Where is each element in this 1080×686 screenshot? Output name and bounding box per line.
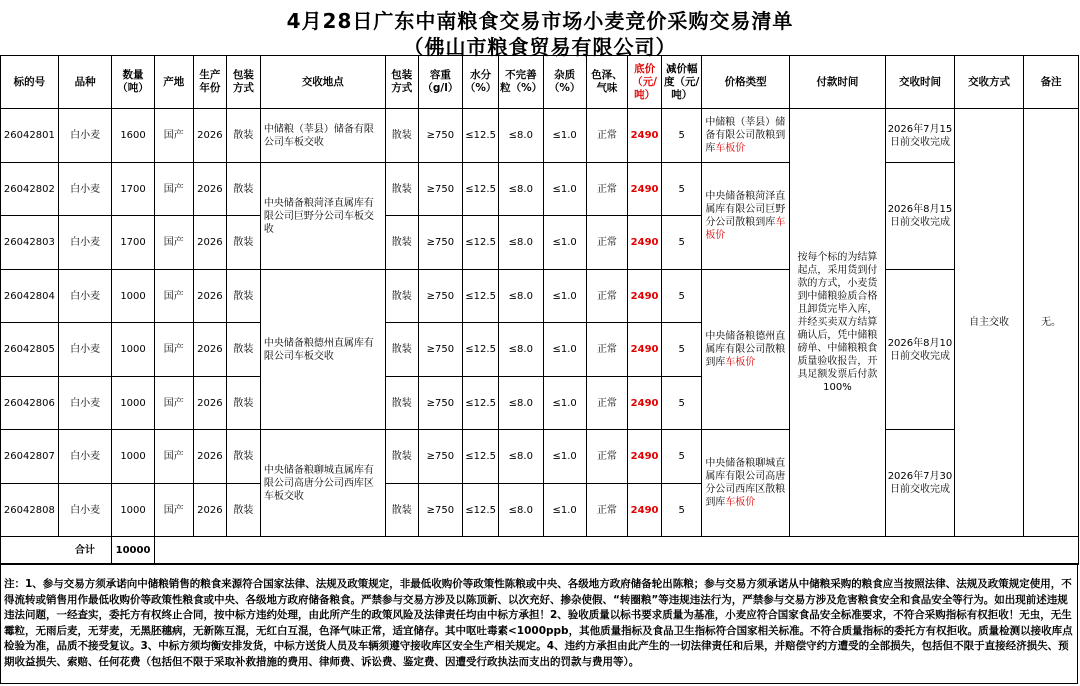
cell-imperfect: ≤8.0 xyxy=(499,109,543,163)
table-row xyxy=(1,163,1079,216)
cell-color: 正常 xyxy=(586,377,627,430)
cell-imperfect: ≤8.0 xyxy=(499,484,543,537)
cell-impurity: ≤1.0 xyxy=(543,109,586,163)
cell-deliver-time: 2026年7月15日前交收完成 xyxy=(885,109,954,163)
cell-lot: 26042806 xyxy=(1,377,59,430)
cell-origin: 国产 xyxy=(154,109,193,163)
header-color: 色泽、气味 xyxy=(586,56,627,109)
cell-bulk: ≥750 xyxy=(418,163,462,216)
cell-pack2: 散装 xyxy=(385,270,418,323)
cell-qty: 1000 xyxy=(112,270,154,323)
cell-impurity: ≤1.0 xyxy=(543,270,586,323)
cell-variety: 白小麦 xyxy=(58,270,112,323)
cell-moisture: ≤12.5 xyxy=(463,163,499,216)
header-deliver-mode: 交收方式 xyxy=(955,56,1024,109)
cell-color: 正常 xyxy=(586,109,627,163)
cell-moisture: ≤12.5 xyxy=(463,484,499,537)
cell-pack2: 散装 xyxy=(385,109,418,163)
cell-bulk: ≥750 xyxy=(418,377,462,430)
cell-origin: 国产 xyxy=(154,323,193,377)
cell-year: 2026 xyxy=(193,109,226,163)
cell-pack: 散装 xyxy=(226,216,260,270)
price-type-text: 中储粮（莘县）储备有限公司散粮到库 xyxy=(705,117,786,154)
cell-imperfect: ≤8.0 xyxy=(499,377,543,430)
cell-floor-price: 2490 xyxy=(628,377,662,430)
header-remark: 备注 xyxy=(1024,56,1079,109)
cell-qty: 1000 xyxy=(112,323,154,377)
header-step: 减价幅度（元/吨） xyxy=(662,56,702,109)
cell-color: 正常 xyxy=(586,323,627,377)
header-pack2: 包装方式 xyxy=(385,56,418,109)
cell-origin: 国产 xyxy=(154,484,193,537)
cell-year: 2026 xyxy=(193,377,226,430)
header-deliver-time: 交收时间 xyxy=(885,56,954,109)
page-subtitle: （佛山市粮食贸易有限公司） xyxy=(403,35,677,59)
cell-variety: 白小麦 xyxy=(58,377,112,430)
cell-floor-price: 2490 xyxy=(628,270,662,323)
cell-bulk: ≥750 xyxy=(418,109,462,163)
total-value: 10000 xyxy=(112,537,154,565)
cell-moisture: ≤12.5 xyxy=(463,430,499,484)
cell-variety: 白小麦 xyxy=(58,163,112,216)
total-row xyxy=(1,537,1079,565)
cell-qty: 1000 xyxy=(112,484,154,537)
price-type-highlight: 车板价 xyxy=(715,143,746,154)
cell-price-type xyxy=(702,270,790,430)
cell-deliver-time: 2026年8月15日前交收完成 xyxy=(885,163,954,270)
cell-pay-time: 按每个标的为结算起点，采用货到付款的方式，小麦货到中储粮验质合格且卸货完毕入库，并经买卖双方结算确认后，凭中储粮磅单、中储粮粮食质量验收报告，开具足额发票后付款100% xyxy=(789,109,885,537)
cell-step: 5 xyxy=(662,163,702,216)
price-type-highlight: 车板价 xyxy=(705,217,786,241)
cell-lot: 26042807 xyxy=(1,430,59,484)
notes-text: 注：1、参与交易方须承诺向中储粮销售的粮食来源符合国家法律、法规及政策规定，非最低收购价等政策性陈粮或中央、各级地方政府储备轮出陈粮；参与交易方须承诺从中储粮采购的粮食应当按照法律、法规及政策规定使用，不得流转或销售用作最低收购价等政策性粮食或中央、各级地方政府储备粮食。严禁参与交易方涉及以陈顶新、以次充好、掺杂使假、“转圈粮”等违规违法行为，严禁参与交易方涉及危害粮食安全和食品安全等行为。如出现前述违规违法问题，一经查实，委托方有权终止合同，按中标方违约处理，由此所产生的政策风险及法律责任均由中标方承担！2、验收质量以标书要求质量为基准，小麦应符合国家食品安全标准要求，不符合采购指标有权拒收！无虫，无生霉粒，无雨后麦，无芽麦，无黑胚穗病，无新陈互混，无红白互混，色泽气味正常，适宜储存。其中呕吐毒素<1000ppb，其他质量指标及食品卫生指标符合国家相关标准。不符合质量指标的委托方有权拒收。质量检测以接收库点检验为准，品质不接受复议。3、中标方须均衡安排发货，中标方送货人员及车辆须遵守接收库区安全生产相关规定。4、违约方承担由此产生的一切法律责任和后果，并赔偿守约方遭受的全部损失，包括但不限于直接经济损失、预期收益损失、索赔、任何花费（包括但不限于采取补救措施的费用、律师费、诉讼费、鉴定费、因遭受行政执法而支出的罚款与费用等）。 xyxy=(4,578,1073,668)
cell-moisture: ≤12.5 xyxy=(463,270,499,323)
cell-year: 2026 xyxy=(193,270,226,323)
header-lot: 标的号 xyxy=(1,56,59,109)
cell-qty: 1700 xyxy=(112,163,154,216)
cell-origin: 国产 xyxy=(154,377,193,430)
page-title: 4月28日广东中南粮食交易市场小麦竞价采购交易清单 xyxy=(286,9,794,33)
price-type-text: 中央储备粮菏泽直属库有限公司巨野分公司散粮到库 xyxy=(705,191,786,228)
total-label: 合计 xyxy=(58,537,112,565)
cell-impurity: ≤1.0 xyxy=(543,430,586,484)
cell-pack2: 散装 xyxy=(385,163,418,216)
header-variety: 品种 xyxy=(58,56,112,109)
cell-lot: 26042808 xyxy=(1,484,59,537)
cell-year: 2026 xyxy=(193,216,226,270)
cell-qty: 1000 xyxy=(112,430,154,484)
cell-pack2: 散装 xyxy=(385,323,418,377)
cell-lot: 26042802 xyxy=(1,163,59,216)
header-floor-price: 底价（元/吨） xyxy=(628,56,662,109)
cell-floor-price: 2490 xyxy=(628,216,662,270)
cell-step: 5 xyxy=(662,323,702,377)
cell-color: 正常 xyxy=(586,216,627,270)
cell-location: 中央储备粮德州直属库有限公司车板交收 xyxy=(260,270,385,430)
cell-moisture: ≤12.5 xyxy=(463,377,499,430)
cell-pack: 散装 xyxy=(226,270,260,323)
cell-origin: 国产 xyxy=(154,163,193,216)
cell-color: 正常 xyxy=(586,484,627,537)
cell-bulk: ≥750 xyxy=(418,430,462,484)
cell-moisture: ≤12.5 xyxy=(463,323,499,377)
cell-origin: 国产 xyxy=(154,270,193,323)
cell-variety: 白小麦 xyxy=(58,109,112,163)
header-location: 交收地点 xyxy=(260,56,385,109)
header-pay-time: 付款时间 xyxy=(789,56,885,109)
cell-variety: 白小麦 xyxy=(58,484,112,537)
cell-step: 5 xyxy=(662,430,702,484)
table-row xyxy=(1,430,1079,484)
cell-location: 中央储备粮菏泽直属库有限公司巨野分公司车板交收 xyxy=(260,163,385,270)
header-impurity: 杂质（%） xyxy=(543,56,586,109)
price-type-highlight: 车板价 xyxy=(725,497,756,508)
cell-step: 5 xyxy=(662,377,702,430)
cell-color: 正常 xyxy=(586,270,627,323)
cell-bulk: ≥750 xyxy=(418,216,462,270)
cell-year: 2026 xyxy=(193,163,226,216)
cell-year: 2026 xyxy=(193,484,226,537)
price-type-highlight: 车板价 xyxy=(725,357,756,368)
cell-lot: 26042804 xyxy=(1,270,59,323)
cell-pack2: 散装 xyxy=(385,216,418,270)
cell-bulk: ≥750 xyxy=(418,484,462,537)
cell-imperfect: ≤8.0 xyxy=(499,216,543,270)
cell-pack: 散装 xyxy=(226,430,260,484)
cell-year: 2026 xyxy=(193,430,226,484)
cell-bulk: ≥750 xyxy=(418,323,462,377)
header-origin: 产地 xyxy=(154,56,193,109)
header-qty: 数量（吨） xyxy=(112,56,154,109)
cell-lot: 26042805 xyxy=(1,323,59,377)
cell-qty: 1600 xyxy=(112,109,154,163)
cell-variety: 白小麦 xyxy=(58,323,112,377)
cell-pack2: 散装 xyxy=(385,484,418,537)
cell-impurity: ≤1.0 xyxy=(543,163,586,216)
cell-pack2: 散装 xyxy=(385,377,418,430)
cell-variety: 白小麦 xyxy=(58,430,112,484)
cell-lot: 26042803 xyxy=(1,216,59,270)
cell-impurity: ≤1.0 xyxy=(543,484,586,537)
table-header-row xyxy=(1,56,1079,109)
cell-step: 5 xyxy=(662,270,702,323)
cell-floor-price: 2490 xyxy=(628,163,662,216)
header-price-type: 价格类型 xyxy=(702,56,790,109)
cell-pack: 散装 xyxy=(226,484,260,537)
cell-floor-price: 2490 xyxy=(628,430,662,484)
cell-remark: 无。 xyxy=(1024,109,1079,537)
cell-step: 5 xyxy=(662,109,702,163)
header-moisture: 水分（%） xyxy=(463,56,499,109)
cell-step: 5 xyxy=(662,216,702,270)
cell-pack2: 散装 xyxy=(385,430,418,484)
cell-deliver-mode: 自主交收 xyxy=(955,109,1024,537)
cell-price-type xyxy=(702,430,790,537)
cell-imperfect: ≤8.0 xyxy=(499,163,543,216)
cell-qty: 1000 xyxy=(112,377,154,430)
cell-qty: 1700 xyxy=(112,216,154,270)
cell-deliver-time: 2026年8月10日前交收完成 xyxy=(885,270,954,430)
header-bulk: 容重（g/l） xyxy=(418,56,462,109)
cell-deliver-time: 2026年7月30日前交收完成 xyxy=(885,430,954,537)
price-type-text: 中央储备粮聊城直属库有限公司高唐分公司西库区散粮到库 xyxy=(705,458,786,508)
cell-floor-price: 2490 xyxy=(628,109,662,163)
cell-floor-price: 2490 xyxy=(628,484,662,537)
cell-step: 5 xyxy=(662,484,702,537)
cell-variety: 白小麦 xyxy=(58,216,112,270)
cell-pack: 散装 xyxy=(226,377,260,430)
cell-floor-price: 2490 xyxy=(628,323,662,377)
price-type-text: 中央储备粮德州直属库有限公司散粮到库 xyxy=(705,331,786,368)
cell-location: 中储粮（莘县）储备有限公司车板交收 xyxy=(260,109,385,163)
cell-impurity: ≤1.0 xyxy=(543,377,586,430)
bidding-table xyxy=(0,55,1079,565)
cell-origin: 国产 xyxy=(154,430,193,484)
header-imperfect: 不完善粒（%） xyxy=(499,56,543,109)
cell-moisture: ≤12.5 xyxy=(463,109,499,163)
cell-imperfect: ≤8.0 xyxy=(499,430,543,484)
cell-moisture: ≤12.5 xyxy=(463,216,499,270)
cell-lot: 26042801 xyxy=(1,109,59,163)
cell-origin: 国产 xyxy=(154,216,193,270)
header-pack: 包装方式 xyxy=(226,56,260,109)
cell-color: 正常 xyxy=(586,430,627,484)
cell-price-type xyxy=(702,109,790,163)
table-row xyxy=(1,270,1079,323)
cell-pack: 散装 xyxy=(226,323,260,377)
cell-color: 正常 xyxy=(586,163,627,216)
cell-impurity: ≤1.0 xyxy=(543,323,586,377)
table-row xyxy=(1,109,1079,163)
cell-location: 中央储备粮聊城直属库有限公司高唐分公司西库区车板交收 xyxy=(260,430,385,537)
cell-price-type xyxy=(702,163,790,270)
cell-bulk: ≥750 xyxy=(418,270,462,323)
cell-impurity: ≤1.0 xyxy=(543,216,586,270)
header-year: 生产年份 xyxy=(193,56,226,109)
cell-imperfect: ≤8.0 xyxy=(499,270,543,323)
cell-imperfect: ≤8.0 xyxy=(499,323,543,377)
cell-pack: 散装 xyxy=(226,163,260,216)
cell-year: 2026 xyxy=(193,323,226,377)
cell-pack: 散装 xyxy=(226,109,260,163)
